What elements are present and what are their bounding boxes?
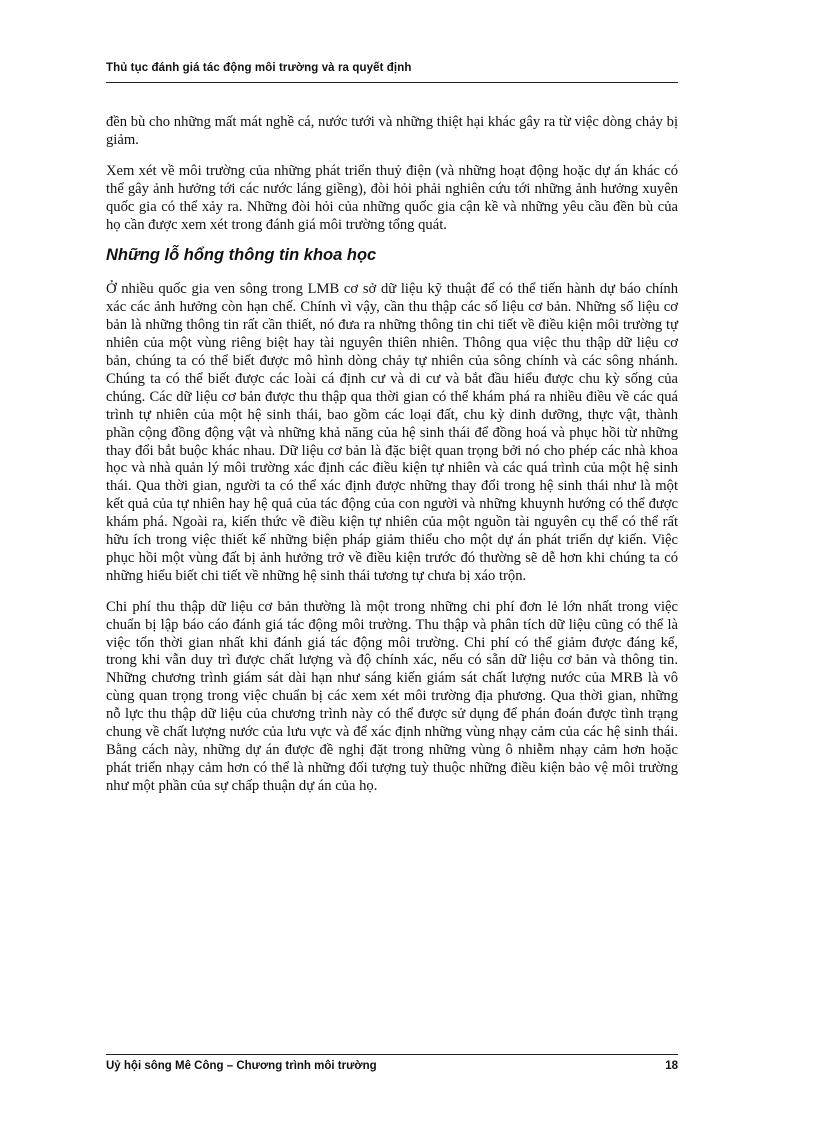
paragraph: Ở nhiều quốc gia ven sông trong LMB cơ sở dữ liệu kỹ thuật để có thể tiến hành dự báo chính xác các ảnh hưởng còn hạn chế. Chính vì vậy, cần thu thập các số liệu cơ bản. Những số liệu cơ bản là những thông tin rất cần thiết, nó đưa ra những thông tin chi tiết về điều kiện môi trường tự nhiên của một vùng riêng biệt hay tài nguyên thiên nhiên. Thông qua việc thu thập dữ liệu cơ bản, chúng ta có thể biết được mô hình dòng chảy tự nhiên của sông chính và các sông nhánh. Chúng ta có thể biết được các loài cá định cư và di cư và bắt đầu hiểu được chu kỳ sống của chúng. Các dữ liệu cơ bản được thu thập qua thời gian có thể khám phá ra nhiều điều về các quá trình tự nhiên của một hệ sinh thái, bao gồm các loại đất, chu kỳ dinh dưỡng, thực vật, thành phần cộng đồng động vật và những khả năng của hệ sinh thái để đồng hoá và phục hồi từ những thay đổi bắt buộc khác nhau. Dữ liệu cơ bản là đặc biệt quan trọng bởi nó cho phép các nhà khoa học và nhà quản lý môi trường xác định các điều kiện tự nhiên và các quá trình của một hệ sinh thái. Qua thời gian, người ta có thể xác định được những thay đổi trong hệ sinh thái như là một kết quả của tự nhiên hay hệ quả của tác động của con người và những khuynh hướng có thể được khám phá. Ngoài ra, kiến thức về điều kiện tự nhiên của một nguồn tài nguyên cụ thể có thể rất hữu ích trong việc thiết kế những biện pháp giảm thiểu cho một dự án phát triển dự kiến. Việc phục hồi một vùng đất bị ảnh hưởng trở về điều kiện trước đó thường sẽ dễ hơn khi chúng ta có những hiểu biết chi tiết về những hệ sinh thái tương tự chưa bị xáo trộn. xyxy=(106,281,678,584)
running-footer: Uỷ hội sông Mê Công – Chương trình môi trường xyxy=(106,1060,377,1072)
footer-divider xyxy=(106,1054,678,1055)
page-content xyxy=(106,114,678,809)
running-header: Thủ tục đánh giá tác động môi trường và ra quyết định xyxy=(106,62,412,74)
header-divider xyxy=(106,82,678,83)
paragraph: đền bù cho những mất mát nghề cá, nước tưới và những thiệt hại khác gây ra từ việc dòng chảy bị giảm. xyxy=(106,114,678,148)
paragraph: Xem xét về môi trường của những phát triển thuỷ điện (và những hoạt động hoặc dự án khác có thể gây ảnh hưởng tới các nước láng giềng), đòi hỏi phải nghiên cứu tới những ảnh hưởng xuyên quốc gia có thể xảy ra. Những đòi hỏi của những quốc gia cận kề và những yêu cầu đền bù của họ cần được xem xét trong đánh giá môi trường tổng quát. xyxy=(106,162,678,233)
page-number: 18 xyxy=(665,1060,678,1072)
section-heading: Những lỗ hổng thông tin khoa học xyxy=(106,246,377,265)
paragraph: Chi phí thu thập dữ liệu cơ bản thường là một trong những chi phí đơn lẻ lớn nhất trong việc chuẩn bị lập báo cáo đánh giá tác động môi trường. Thu thập và phân tích dữ liệu cũng có thể là việc tốn thời gian nhất khi đánh giá tác động môi trường. Chi phí có thể giảm được đáng kể, trong khi vẫn duy trì được chất lượng và độ chính xác, nếu có sẵn dữ liệu cơ bản và thông tin. Những chương trình giám sát dài hạn như sáng kiến giám sát chất lượng nước của MRB là vô cùng quan trọng trong việc chuẩn bị các xem xét môi trường địa phương. Qua thời gian, những nỗ lực thu thập dữ liệu của chương trình này có thể được sử dụng để phán đoán được tình trạng chung về chất lượng nước của lưu vực và để xác định những vùng nhạy cảm của các hệ sinh thái. Bằng cách này, những dự án được đề nghị đặt trong những vùng ô nhiễm nhạy cảm hơn hoặc phát triển nhạy cảm hơn có thể là những đối tượng tuỳ thuộc những điều kiện bảo vệ môi trường như một phần của sự chấp thuận dự án của họ. xyxy=(106,598,678,794)
